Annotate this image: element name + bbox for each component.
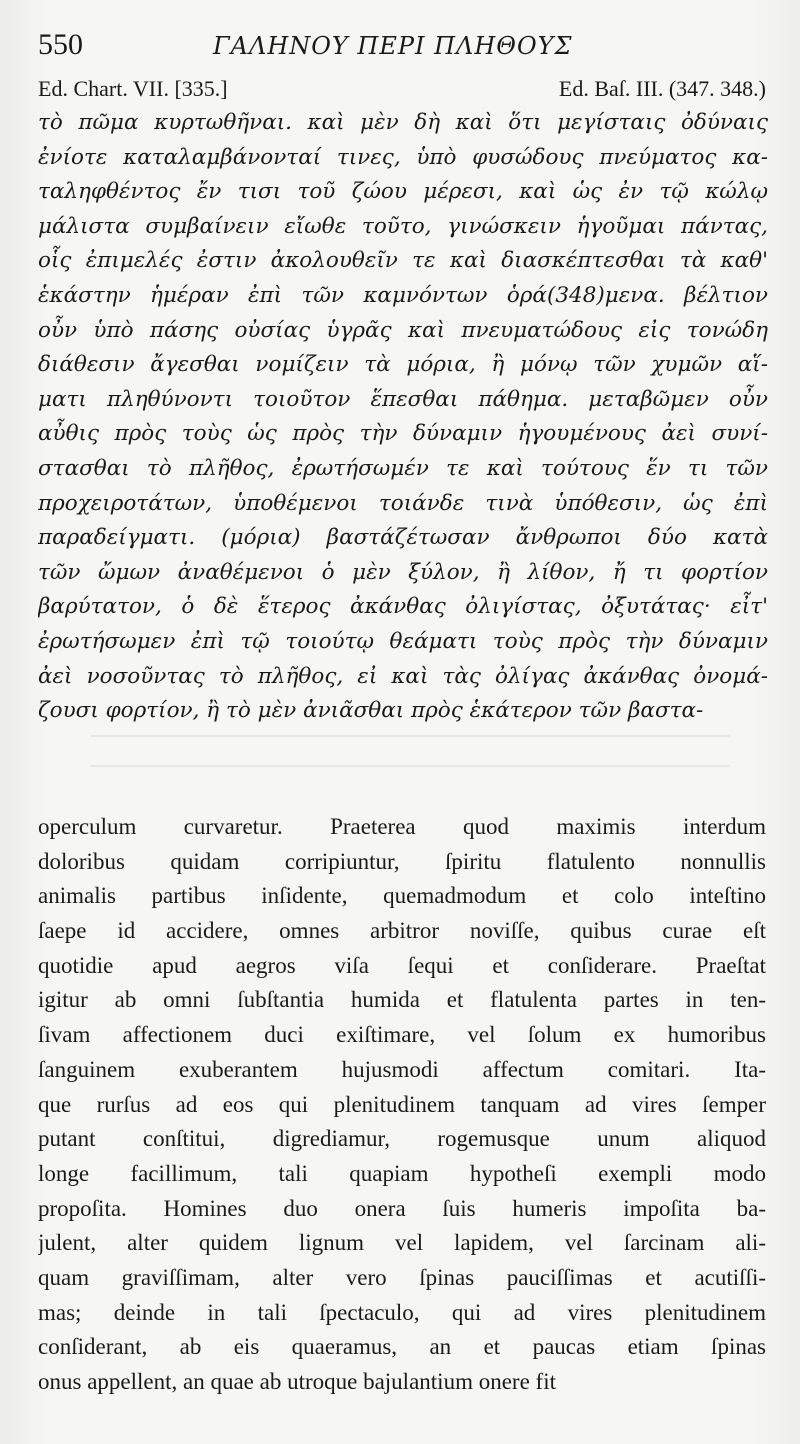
greek-text-block (38, 106, 768, 729)
latin-text-line: igitur ab omni ſubſtantia humida et flatulenta partes in ten- (38, 987, 766, 1013)
latin-text-line: animalis partibus inſidente, quemadmodum et colo inteſtino (38, 883, 766, 909)
greek-text-line: αὖθις πρὸς τοὺς ὡς πρὸς τὴν δύναμιν ἡγουμένους ἀεὶ συνί- (38, 421, 768, 447)
greek-text-line: παραδείγματι. (μόρια) βαστάζέτωσαν ἄνθρωποι δύο κατὰ (38, 525, 768, 551)
latin-text-line: que rurſus ad eos qui plenitudinem tanquam ad vires ſemper (38, 1091, 766, 1117)
latin-text-line: ſaepe id accidere, omnes arbitror noviſſe, quibus curae eſt (38, 918, 766, 944)
running-title: ΓΑΛΗΝΟΥ ΠΕΡΙ ΠΛΗΘΟΥΣ (213, 32, 573, 60)
greek-text-line: τῶν ὤμων ἀναθέμενοι ὁ μὲν ξύλον, ἢ λίθον, ἤ τι φορτίον (38, 559, 768, 585)
edition-basel-reference: Ed. Baſ. III. (347. 348.) (558, 76, 766, 101)
greek-text-line: οὖν ὑπὸ πάσης οὐσίας ὑγρᾶς καὶ πνευματώδους εἰς τονώδη (38, 317, 768, 343)
latin-text-line: quam graviſſimam, alter vero ſpinas pauciſſimas et acutiſſi- (38, 1264, 766, 1290)
latin-text-line: propoſita. Homines duo onera ſuis humeris impoſita ba- (38, 1195, 766, 1221)
greek-text-line: ματι πληθύνοντι τοιοῦτον ἕπεσθαι πάθημα. μεταβῶμεν οὖν (38, 386, 768, 412)
greek-text-line: διάθεσιν ἄγεσθαι νομίζειν τὰ μόρια, ἢ μόνῳ τῶν χυμῶν αἵ- (38, 352, 768, 378)
greek-text-line: οἷς ἐπιμελές ἐστιν ἀκολουθεῖν τε καὶ διασκέπτεσθαι τὰ καθ' (38, 248, 768, 274)
greek-text-line: μάλιστα συμβαίνειν εἴωθε τοῦτο, γινώσκειν ἡγοῦμαι πάντας, (38, 213, 768, 239)
greek-text-line: ζουσι φορτίον, ἢ τὸ μὲν ἀνιᾶσθαι πρὸς ἑκάτερον τῶν βαστα- (38, 698, 704, 724)
edition-reference-line (38, 76, 766, 106)
latin-text-block (38, 810, 766, 1400)
greek-text-line: ταληφθέντος ἔν τισι τοῦ ζώου μέρεσι, καὶ ὡς ἐν τῷ κώλῳ (38, 179, 768, 205)
greek-text-line: ἐρωτήσωμεν ἐπὶ τῷ τοιούτῳ θεάματι τοὺς πρὸς τὴν δύναμιν (38, 628, 768, 654)
greek-text-line: ἀεὶ νοσοῦντας τὸ πλῆθος, εἰ καὶ τὰς ὀλίγας ἀκάνθας ὀνομά- (38, 663, 768, 689)
greek-text-line: προχειροτάτων, ὑποθέμενοι τοιάνδε τινὰ ὑπόθεσιν, ὡς ἐπὶ (38, 490, 768, 516)
latin-text-line: putant conſtitui, digrediamur, rogemusque unum aliquod (38, 1126, 766, 1152)
greek-text-line: βαρύτατον, ὁ δὲ ἕτερος ἀκάνθας ὀλιγίστας, ὀξυτάτας· εἶτ' (38, 594, 768, 620)
latin-text-line: quotidie apud aegros viſa ſequi et conſiderare. Praeſtat (38, 952, 766, 978)
page-header (38, 28, 768, 68)
latin-text-line: longe facillimum, tali quapiam hypotheſi exempli modo (38, 1160, 766, 1186)
latin-text-line: operculum curvaretur. Praeterea quod maximis interdum (38, 814, 766, 839)
latin-text-line: mas; deinde in tali ſpectaculo, qui ad vires plenitudinem (38, 1299, 766, 1325)
page-number: 550 (38, 28, 83, 61)
greek-text-line: τὸ πῶμα κυρτωθῆναι. καὶ μὲν δὴ καὶ ὅτι μεγίσταις ὀδύναις (38, 110, 768, 135)
greek-text-line: στασθαι τὸ πλῆθος, ἐρωτήσωμέν τε καὶ τούτους ἕν τι τῶν (38, 455, 768, 481)
greek-text-line: ἐνίοτε καταλαμβάνονταί τινες, ὑπὸ φυσώδους πνεύματος κα- (38, 144, 768, 170)
latin-text-line: ſanguinem exuberantem hujusmodi affectum comitari. Ita- (38, 1056, 766, 1082)
greek-text-line: ἑκάστην ἡμέραν ἐπὶ τῶν καμνόντων ὁρά(348)μενα. βέλτιον (38, 282, 768, 308)
latin-text-line: julent, alter quidem lignum vel lapidem, vel ſarcinam ali- (38, 1230, 766, 1256)
latin-text-line: ſivam affectionem duci exiſtimare, vel ſolum ex humoribus (38, 1022, 766, 1048)
latin-text-line: conſiderant, ab eis quaeramus, an et paucas etiam ſpinas (38, 1334, 766, 1360)
latin-text-line: onus appellent, an quae ab utroque bajulantium onere fit (38, 1369, 556, 1394)
latin-text-line: doloribus quidam corripiuntur, ſpiritu flatulento nonnullis (38, 848, 766, 874)
edition-chartier-reference: Ed. Chart. VII. [335.] (38, 76, 228, 101)
show-through-shadow (90, 735, 730, 795)
